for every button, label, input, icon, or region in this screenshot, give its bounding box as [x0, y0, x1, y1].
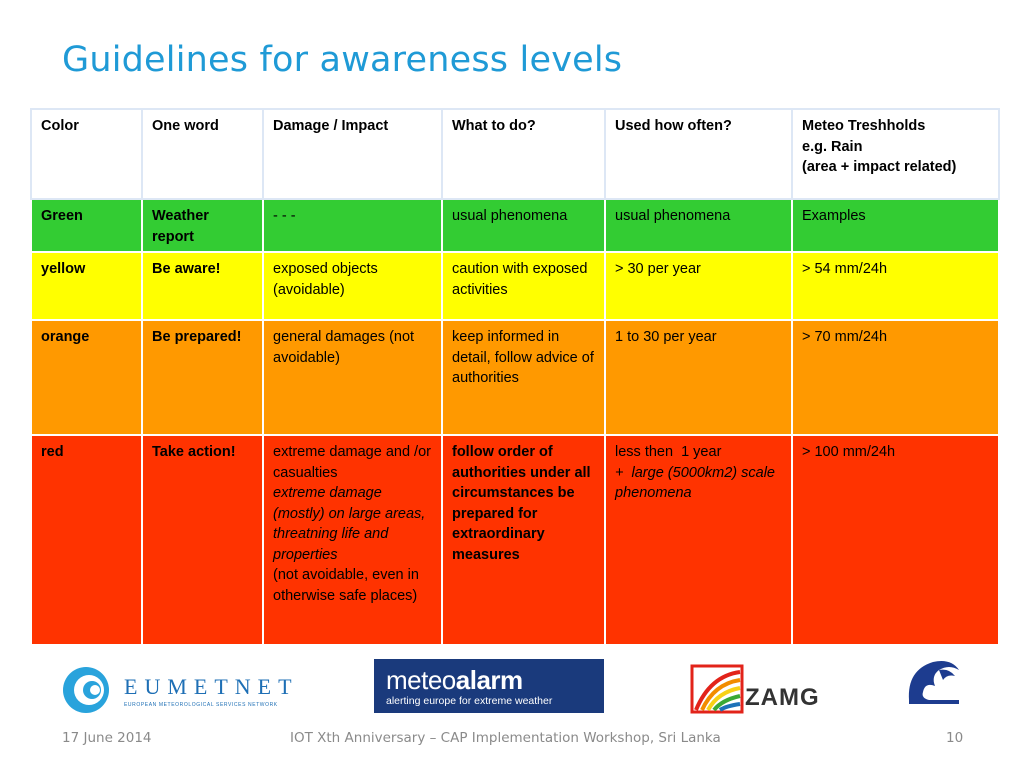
header-damage-impact: Damage / Impact — [263, 109, 442, 199]
footer-date: 17 June 2014 — [62, 730, 152, 746]
damage-text-1: extreme damage and /or casualties — [273, 444, 431, 481]
cell-how-often: usual phenomena — [605, 199, 792, 252]
cell-one-word: Take action! — [142, 435, 263, 645]
header-color: Color — [31, 109, 142, 199]
cell-one-word: Weather report — [142, 199, 263, 252]
meteoalarm-logo — [374, 659, 604, 713]
zamg-logo — [690, 660, 835, 714]
header-thresholds-line-1: Meteo Treshholds — [802, 118, 926, 134]
table-row-yellow — [31, 252, 999, 320]
eumetnet-subtitle: EUROPEAN METEOROLOGICAL SERVICES NETWORK — [124, 702, 278, 708]
meteoalarm-word-b: alarm — [455, 665, 523, 695]
table-header-row — [31, 109, 999, 199]
cell-threshold: > 70 mm/24h — [792, 320, 999, 435]
cell-color: red — [31, 435, 142, 645]
cell-threshold: > 54 mm/24h — [792, 252, 999, 320]
cell-what-to-do: usual phenomena — [442, 199, 605, 252]
cell-what-to-do: keep informed in detail, follow advice of authorities — [442, 320, 605, 435]
cell-damage: exposed objects (avoidable) — [263, 252, 442, 320]
eumetnet-logo — [62, 666, 297, 714]
cell-damage: general damages (not avoidable) — [263, 320, 442, 435]
table-row-orange — [31, 320, 999, 435]
cell-what-to-do: follow order of authorities under all circumstances be prepared for extraordinary measures — [442, 435, 605, 645]
header-what-to-do: What to do? — [442, 109, 605, 199]
meteoalarm-word-a: meteo — [386, 665, 456, 695]
cell-how-often — [605, 435, 792, 645]
footer-event: IOT Xth Anniversary – CAP Implementation Workshop, Sri Lanka — [290, 730, 721, 746]
header-meteo-thresholds — [792, 109, 999, 199]
cell-damage: - - - — [263, 199, 442, 252]
cell-color: orange — [31, 320, 142, 435]
cell-how-often: > 30 per year — [605, 252, 792, 320]
damage-text-2: extreme damage (mostly) on large areas, threatning life and properties — [273, 485, 426, 563]
cell-how-often: 1 to 30 per year — [605, 320, 792, 435]
cell-one-word: Be prepared! — [142, 320, 263, 435]
wave-emblem-icon — [905, 656, 963, 706]
footer-page-number: 10 — [946, 730, 964, 746]
damage-text-3: (not avoidable, even in otherwise safe places) — [273, 567, 419, 604]
awareness-levels-table — [30, 108, 1000, 646]
table-row-green — [31, 199, 999, 252]
slide-title: Guidelines for awareness levels — [62, 40, 623, 80]
header-thresholds-line-3: (area + impact related) — [802, 159, 957, 175]
zamg-wordmark: ZAMG — [745, 684, 820, 711]
header-one-word: One word — [142, 109, 263, 199]
cell-one-word: Be aware! — [142, 252, 263, 320]
cell-damage — [263, 435, 442, 645]
meteoalarm-tagline: alerting europe for extreme weather — [386, 695, 553, 707]
often-text-2: + large (5000km2) scale phenomena — [615, 464, 780, 501]
cell-threshold: > 100 mm/24h — [792, 435, 999, 645]
header-thresholds-line-2: e.g. Rain — [802, 138, 863, 155]
cell-color: Green — [31, 199, 142, 252]
cell-what-to-do: caution with exposed activities — [442, 252, 605, 320]
eumetnet-wordmark: EUMETNET — [124, 674, 299, 699]
table-row-red — [31, 435, 999, 645]
header-used-how-often: Used how often? — [605, 109, 792, 199]
often-text-1: less then 1 year — [615, 444, 722, 460]
partner-logos — [0, 654, 1024, 720]
cell-threshold: Examples — [792, 199, 999, 252]
cell-color: yellow — [31, 252, 142, 320]
